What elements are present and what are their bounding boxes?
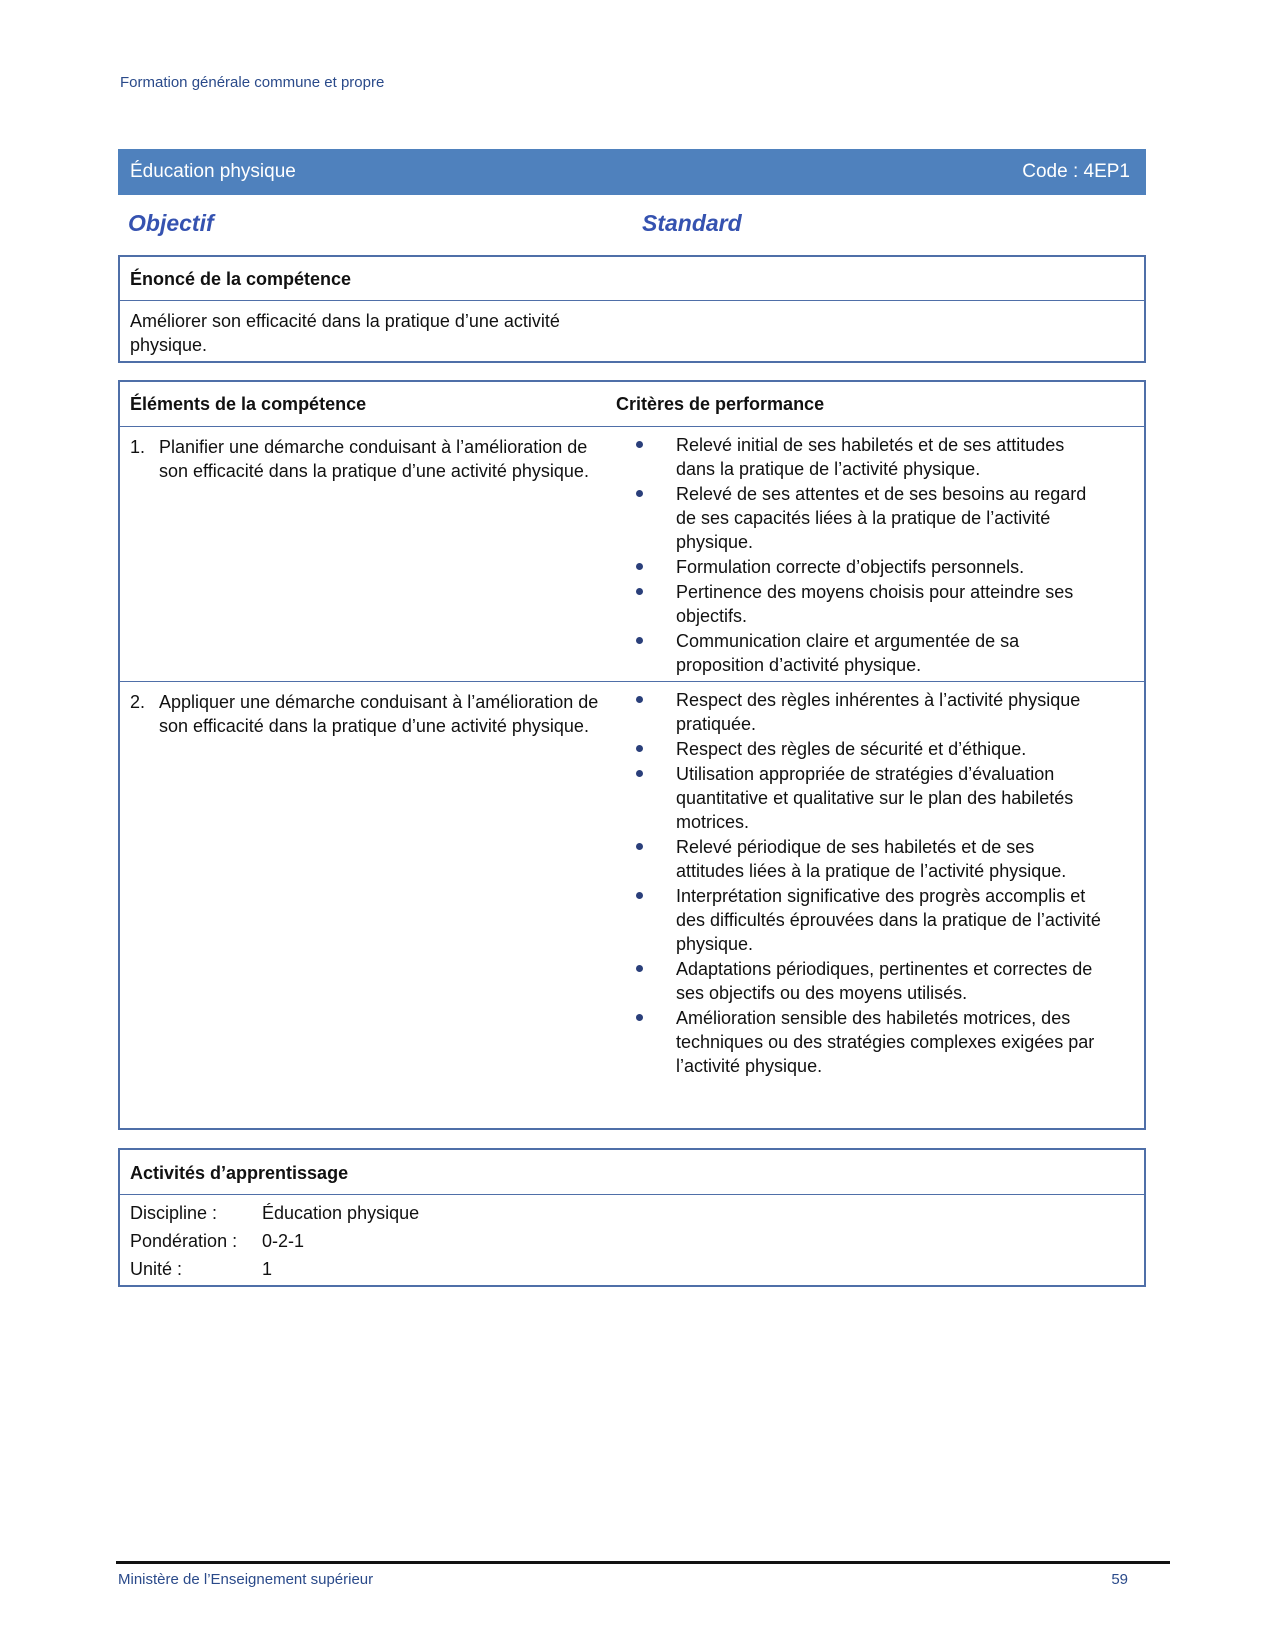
objective-heading: Objectif [128, 210, 214, 236]
activities-details [120, 1195, 1144, 1283]
discipline-value: Éducation physique [262, 1203, 420, 1223]
ponderation-value: 0-2-1 [262, 1231, 305, 1251]
page-number: 59 [1111, 1571, 1128, 1588]
criterion-item: Communication claire et argumentée de sa proposition d’activité physique. [633, 629, 1103, 677]
elements-heading: Éléments de la compétence [130, 394, 367, 414]
element-text: Appliquer une démarche conduisant à l’amélioration de son efficacité dans la pratique d’une activité physique. [159, 692, 599, 736]
footer-ministry: Ministère de l’Enseignement supérieur [118, 1571, 374, 1588]
competence-box [118, 255, 1146, 363]
competence-statement: Améliorer son efficacité dans la pratique d’une activité physique. [130, 311, 560, 355]
course-code: Code : 4EP1 [1022, 161, 1130, 182]
criterion-item: Respect des règles de sécurité et d’éthique. [633, 737, 1103, 761]
element-number: 2. [130, 692, 146, 712]
table-row [120, 427, 1144, 682]
criteria-list [633, 688, 1103, 1079]
element-cell [130, 690, 600, 738]
unite-value: 1 [262, 1259, 273, 1279]
discipline-label: Discipline : [130, 1203, 218, 1223]
criteria-heading: Critères de performance [616, 394, 825, 414]
criterion-item: Pertinence des moyens choisis pour atteindre ses objectifs. [633, 580, 1103, 628]
running-header: Formation générale commune et propre [120, 74, 385, 91]
criterion-item: Relevé de ses attentes et de ses besoins au regard de ses capacités liées à la pratique de l’activité physique. [633, 482, 1103, 554]
competence-heading: Énoncé de la compétence [120, 257, 1144, 301]
criterion-item: Amélioration sensible des habiletés motrices, des techniques ou des stratégies complexes exigées par l’activité physique. [633, 1006, 1103, 1078]
criterion-item: Relevé périodique de ses habiletés et de ses attitudes liées à la pratique de l’activité physique. [633, 835, 1103, 883]
criterion-item: Utilisation appropriée de stratégies d’évaluation quantitative et qualitative sur le plan des habiletés motrices. [633, 762, 1103, 834]
ponderation-line [130, 1227, 1134, 1255]
title-bar [118, 149, 1146, 195]
ponderation-label: Pondération : [130, 1231, 238, 1251]
element-number: 1. [130, 437, 146, 457]
unite-label: Unité : [130, 1259, 183, 1279]
element-cell [130, 435, 600, 483]
criterion-item: Respect des règles inhérentes à l’activité physique pratiquée. [633, 688, 1103, 736]
criterion-item: Relevé initial de ses habiletés et de ses attitudes dans la pratique de l’activité physique. [633, 433, 1103, 481]
criteria-list [633, 433, 1103, 678]
criterion-item: Interprétation significative des progrès accomplis et des difficultés éprouvées dans la pratique de l’activité physique. [633, 884, 1103, 956]
unite-line [130, 1255, 1134, 1283]
activities-heading: Activités d’apprentissage [120, 1150, 1144, 1195]
footer-rule [116, 1561, 1170, 1564]
table-row [120, 682, 1144, 1128]
activities-box [118, 1148, 1146, 1287]
criterion-item: Formulation correcte d’objectifs personnels. [633, 555, 1103, 579]
elements-table [118, 380, 1146, 1130]
subject-title: Éducation physique [130, 161, 296, 182]
element-text: Planifier une démarche conduisant à l’amélioration de son efficacité dans la pratique d’une activité physique. [159, 437, 589, 481]
page-footer [118, 1571, 1128, 1588]
discipline-line [130, 1199, 1134, 1227]
standard-heading: Standard [642, 210, 742, 236]
criterion-item: Adaptations périodiques, pertinentes et correctes de ses objectifs ou des moyens utilisés. [633, 957, 1103, 1005]
elements-table-header [120, 382, 1144, 427]
